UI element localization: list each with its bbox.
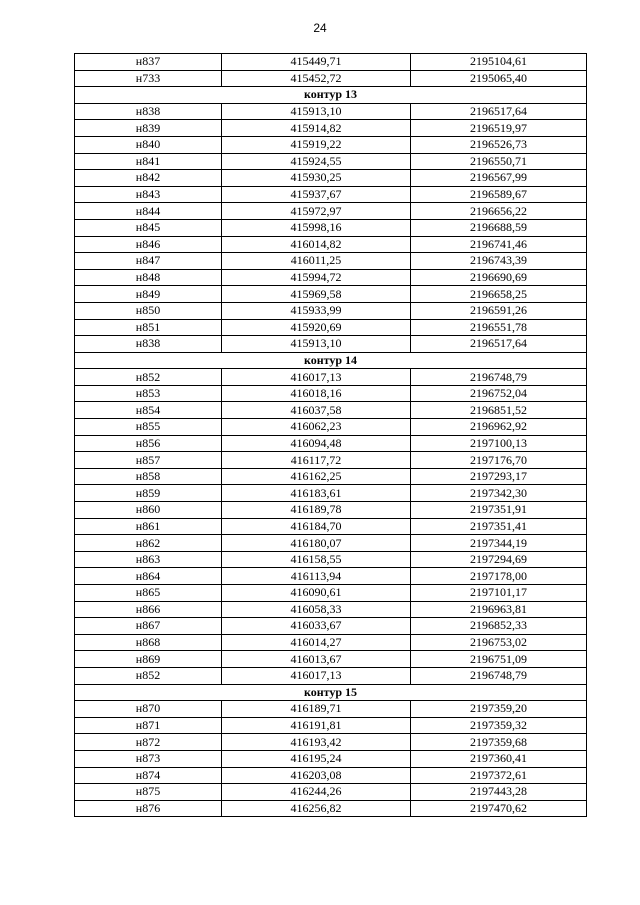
contour-label: контур 14: [75, 352, 587, 369]
table-row: [75, 634, 587, 651]
table-row: [75, 419, 587, 436]
x-coordinate-cell: 415919,22: [222, 136, 411, 153]
point-id-cell: н850: [75, 302, 222, 319]
point-id-cell: н867: [75, 618, 222, 635]
contour-label: контур 15: [75, 684, 587, 701]
y-coordinate-cell: 2196748,79: [411, 369, 587, 386]
x-coordinate-cell: 416011,25: [222, 253, 411, 270]
point-id-cell: н854: [75, 402, 222, 419]
table-row: [75, 618, 587, 635]
coordinates-table-body: [75, 54, 587, 817]
x-coordinate-cell: 416183,61: [222, 485, 411, 502]
y-coordinate-cell: 2197360,41: [411, 750, 587, 767]
table-row: [75, 485, 587, 502]
y-coordinate-cell: 2196743,39: [411, 253, 587, 270]
point-id-cell: н874: [75, 767, 222, 784]
x-coordinate-cell: 415972,97: [222, 203, 411, 220]
y-coordinate-cell: 2197359,68: [411, 734, 587, 751]
table-row: [75, 717, 587, 734]
point-id-cell: н869: [75, 651, 222, 668]
y-coordinate-cell: 2196567,99: [411, 170, 587, 187]
point-id-cell: н873: [75, 750, 222, 767]
y-coordinate-cell: 2196690,69: [411, 269, 587, 286]
y-coordinate-cell: 2196519,97: [411, 120, 587, 137]
contour-header-row: [75, 352, 587, 369]
table-row: [75, 186, 587, 203]
y-coordinate-cell: 2196753,02: [411, 634, 587, 651]
point-id-cell: н852: [75, 667, 222, 684]
x-coordinate-cell: 416162,25: [222, 468, 411, 485]
y-coordinate-cell: 2196551,78: [411, 319, 587, 336]
x-coordinate-cell: 415914,82: [222, 120, 411, 137]
point-id-cell: н863: [75, 551, 222, 568]
x-coordinate-cell: 416018,16: [222, 385, 411, 402]
point-id-cell: н853: [75, 385, 222, 402]
x-coordinate-cell: 415937,67: [222, 186, 411, 203]
x-coordinate-cell: 415998,16: [222, 219, 411, 236]
x-coordinate-cell: 416158,55: [222, 551, 411, 568]
point-id-cell: н847: [75, 253, 222, 270]
y-coordinate-cell: 2197100,13: [411, 435, 587, 452]
x-coordinate-cell: 416062,23: [222, 419, 411, 436]
y-coordinate-cell: 2197344,19: [411, 535, 587, 552]
x-coordinate-cell: 416113,94: [222, 568, 411, 585]
table-row: [75, 302, 587, 319]
table-row: [75, 153, 587, 170]
y-coordinate-cell: 2197176,70: [411, 452, 587, 469]
point-id-cell: н843: [75, 186, 222, 203]
table-row: [75, 369, 587, 386]
table-row: [75, 253, 587, 270]
y-coordinate-cell: 2197351,41: [411, 518, 587, 535]
x-coordinate-cell: 415452,72: [222, 70, 411, 87]
table-row: [75, 402, 587, 419]
point-id-cell: н872: [75, 734, 222, 751]
y-coordinate-cell: 2197178,00: [411, 568, 587, 585]
table-row: [75, 784, 587, 801]
table-row: [75, 103, 587, 120]
x-coordinate-cell: 416017,13: [222, 667, 411, 684]
point-id-cell: н861: [75, 518, 222, 535]
y-coordinate-cell: 2196962,92: [411, 419, 587, 436]
x-coordinate-cell: 415924,55: [222, 153, 411, 170]
x-coordinate-cell: 415969,58: [222, 286, 411, 303]
x-coordinate-cell: 416180,07: [222, 535, 411, 552]
y-coordinate-cell: 2196751,09: [411, 651, 587, 668]
y-coordinate-cell: 2197359,32: [411, 717, 587, 734]
point-id-cell: н841: [75, 153, 222, 170]
x-coordinate-cell: 416037,58: [222, 402, 411, 419]
point-id-cell: н871: [75, 717, 222, 734]
y-coordinate-cell: 2197294,69: [411, 551, 587, 568]
x-coordinate-cell: 415913,10: [222, 336, 411, 353]
point-id-cell: н868: [75, 634, 222, 651]
table-row: [75, 601, 587, 618]
y-coordinate-cell: 2197351,91: [411, 502, 587, 519]
table-row: [75, 319, 587, 336]
point-id-cell: н846: [75, 236, 222, 253]
y-coordinate-cell: 2197443,28: [411, 784, 587, 801]
point-id-cell: н837: [75, 54, 222, 71]
y-coordinate-cell: 2196658,25: [411, 286, 587, 303]
table-row: [75, 54, 587, 71]
contour-label: контур 13: [75, 87, 587, 104]
table-row: [75, 551, 587, 568]
x-coordinate-cell: 416189,71: [222, 701, 411, 718]
y-coordinate-cell: 2196688,59: [411, 219, 587, 236]
point-id-cell: н840: [75, 136, 222, 153]
point-id-cell: н855: [75, 419, 222, 436]
point-id-cell: н851: [75, 319, 222, 336]
table-row: [75, 120, 587, 137]
y-coordinate-cell: 2196550,71: [411, 153, 587, 170]
page-number: 24: [313, 21, 327, 35]
table-row: [75, 800, 587, 817]
point-id-cell: н866: [75, 601, 222, 618]
point-id-cell: н852: [75, 369, 222, 386]
table-row: [75, 236, 587, 253]
table-row: [75, 535, 587, 552]
point-id-cell: н859: [75, 485, 222, 502]
y-coordinate-cell: 2197359,20: [411, 701, 587, 718]
table-row: [75, 734, 587, 751]
x-coordinate-cell: 416058,33: [222, 601, 411, 618]
x-coordinate-cell: 415930,25: [222, 170, 411, 187]
point-id-cell: н848: [75, 269, 222, 286]
table-row: [75, 336, 587, 353]
table-row: [75, 170, 587, 187]
x-coordinate-cell: 415913,10: [222, 103, 411, 120]
table-row: [75, 70, 587, 87]
x-coordinate-cell: 416203,08: [222, 767, 411, 784]
point-id-cell: н844: [75, 203, 222, 220]
point-id-cell: н864: [75, 568, 222, 585]
y-coordinate-cell: 2196851,52: [411, 402, 587, 419]
point-id-cell: н876: [75, 800, 222, 817]
y-coordinate-cell: 2195104,61: [411, 54, 587, 71]
x-coordinate-cell: 416017,13: [222, 369, 411, 386]
y-coordinate-cell: 2197342,30: [411, 485, 587, 502]
point-id-cell: н733: [75, 70, 222, 87]
table-row: [75, 518, 587, 535]
table-row: [75, 502, 587, 519]
x-coordinate-cell: 416193,42: [222, 734, 411, 751]
table-row: [75, 767, 587, 784]
contour-header-row: [75, 87, 587, 104]
contour-header-row: [75, 684, 587, 701]
y-coordinate-cell: 2196656,22: [411, 203, 587, 220]
point-id-cell: н839: [75, 120, 222, 137]
table-row: [75, 219, 587, 236]
x-coordinate-cell: 415994,72: [222, 269, 411, 286]
x-coordinate-cell: 415449,71: [222, 54, 411, 71]
y-coordinate-cell: 2196752,04: [411, 385, 587, 402]
table-row: [75, 701, 587, 718]
y-coordinate-cell: 2197101,17: [411, 585, 587, 602]
x-coordinate-cell: 416117,72: [222, 452, 411, 469]
point-id-cell: н838: [75, 103, 222, 120]
x-coordinate-cell: 416244,26: [222, 784, 411, 801]
y-coordinate-cell: 2197470,62: [411, 800, 587, 817]
y-coordinate-cell: 2196748,79: [411, 667, 587, 684]
table-row: [75, 286, 587, 303]
table-row: [75, 136, 587, 153]
table-row: [75, 452, 587, 469]
x-coordinate-cell: 415933,99: [222, 302, 411, 319]
x-coordinate-cell: 415920,69: [222, 319, 411, 336]
point-id-cell: н849: [75, 286, 222, 303]
y-coordinate-cell: 2196852,33: [411, 618, 587, 635]
table-row: [75, 568, 587, 585]
point-id-cell: н838: [75, 336, 222, 353]
y-coordinate-cell: 2196589,67: [411, 186, 587, 203]
table-row: [75, 651, 587, 668]
table-row: [75, 385, 587, 402]
x-coordinate-cell: 416189,78: [222, 502, 411, 519]
y-coordinate-cell: 2196526,73: [411, 136, 587, 153]
point-id-cell: н875: [75, 784, 222, 801]
table-row: [75, 750, 587, 767]
table-row: [75, 203, 587, 220]
point-id-cell: н860: [75, 502, 222, 519]
x-coordinate-cell: 416184,70: [222, 518, 411, 535]
y-coordinate-cell: 2196591,26: [411, 302, 587, 319]
point-id-cell: н842: [75, 170, 222, 187]
point-id-cell: н845: [75, 219, 222, 236]
table-row: [75, 667, 587, 684]
x-coordinate-cell: 416014,27: [222, 634, 411, 651]
x-coordinate-cell: 416256,82: [222, 800, 411, 817]
point-id-cell: н856: [75, 435, 222, 452]
table-row: [75, 468, 587, 485]
coordinates-table: [74, 53, 587, 817]
y-coordinate-cell: 2195065,40: [411, 70, 587, 87]
x-coordinate-cell: 416191,81: [222, 717, 411, 734]
table-row: [75, 585, 587, 602]
x-coordinate-cell: 416090,61: [222, 585, 411, 602]
table-row: [75, 269, 587, 286]
y-coordinate-cell: 2196741,46: [411, 236, 587, 253]
y-coordinate-cell: 2196963,81: [411, 601, 587, 618]
point-id-cell: н862: [75, 535, 222, 552]
point-id-cell: н870: [75, 701, 222, 718]
x-coordinate-cell: 416094,48: [222, 435, 411, 452]
point-id-cell: н858: [75, 468, 222, 485]
point-id-cell: н857: [75, 452, 222, 469]
y-coordinate-cell: 2197293,17: [411, 468, 587, 485]
x-coordinate-cell: 416195,24: [222, 750, 411, 767]
y-coordinate-cell: 2196517,64: [411, 336, 587, 353]
table-row: [75, 435, 587, 452]
y-coordinate-cell: 2197372,61: [411, 767, 587, 784]
y-coordinate-cell: 2196517,64: [411, 103, 587, 120]
x-coordinate-cell: 416014,82: [222, 236, 411, 253]
x-coordinate-cell: 416033,67: [222, 618, 411, 635]
x-coordinate-cell: 416013,67: [222, 651, 411, 668]
point-id-cell: н865: [75, 585, 222, 602]
